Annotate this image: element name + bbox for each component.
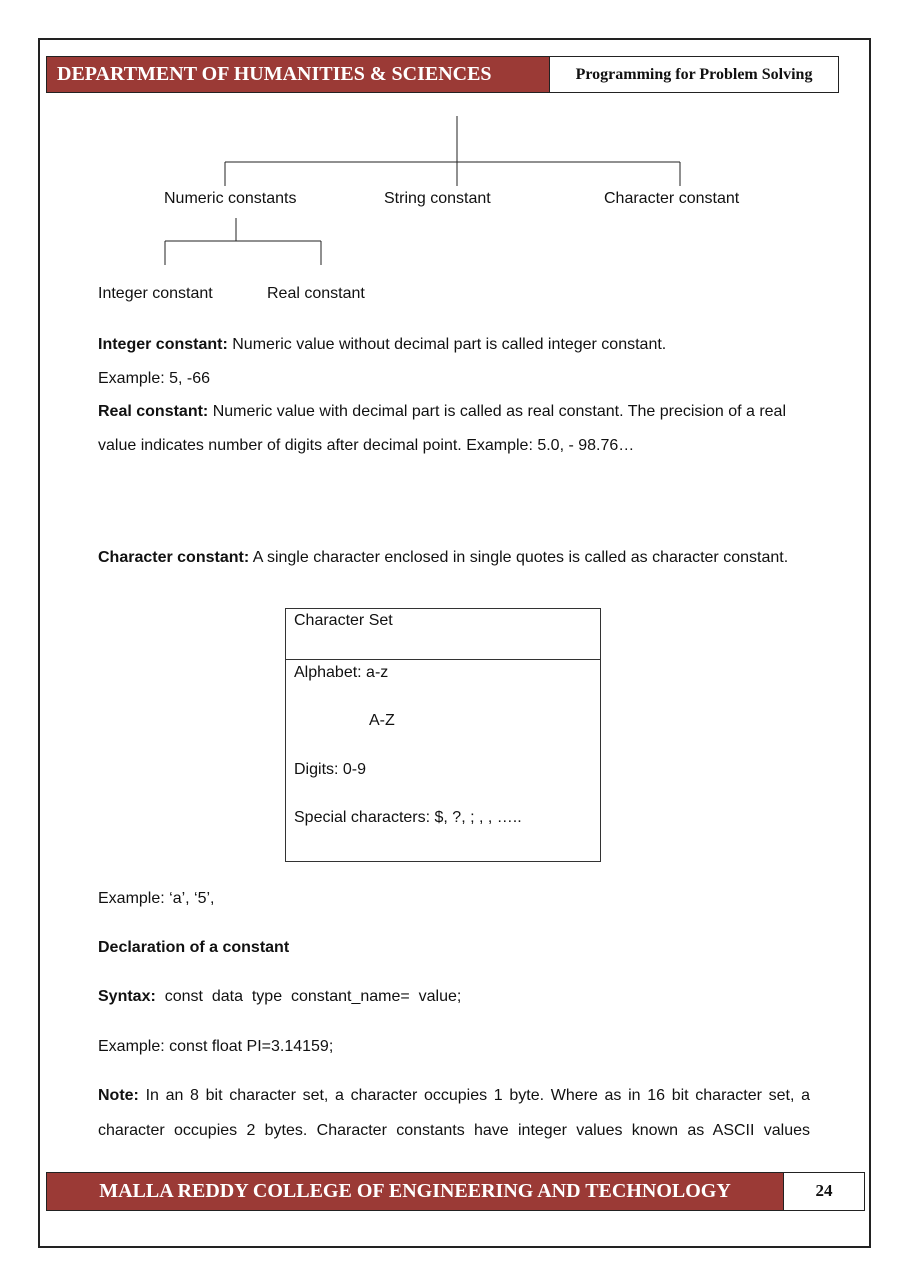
page-number: 24 [783,1173,864,1210]
declaration-example: Example: const float PI=3.14159; [98,1038,334,1055]
syntax-text: const data type constant_name= value; [155,988,462,1005]
department-title: DEPARTMENT OF HUMANITIES & SCIENCES [47,57,549,92]
real-definition-text-1: Numeric value with decimal part is called as real constant. The precision of a real [208,403,786,420]
charset-alphabet: Alphabet: a-z [294,664,389,681]
tree-node-integer: Integer constant [98,285,213,302]
note-line-1 [98,1079,810,1113]
charset-special: Special characters: $, ?, ; , , ….. [294,809,522,826]
tree-node-real: Real constant [267,285,365,302]
character-definition [98,541,788,575]
character-example: Example: ‘a’, ‘5’, [98,890,215,907]
syntax-line [98,980,461,1014]
note-label: Note: [98,1087,139,1104]
integer-example: Example: 5, -66 [98,370,211,387]
course-title: Programming for Problem Solving [549,57,838,92]
note-line-2: character occupies 2 bytes. Character constants have integer values known as ASCII values [98,1122,810,1139]
character-definition-label: Character constant: [98,549,250,566]
page-header [46,56,839,93]
real-definition-line-2: value indicates number of digits after decimal point. Example: 5.0, - 98.76… [98,437,635,454]
charset-digits: Digits: 0-9 [294,761,367,778]
tree-node-numeric: Numeric constants [164,190,297,207]
college-name: MALLA REDDY COLLEGE OF ENGINEERING AND TECHNOLOGY [47,1173,783,1210]
real-definition [98,395,786,429]
syntax-label: Syntax: [98,988,156,1005]
character-definition-text: A single character enclosed in single quotes is called as character constant. [249,549,789,566]
integer-definition-text: Numeric value without decimal part is called integer constant. [227,336,667,353]
page-footer [46,1172,865,1211]
tree-node-character: Character constant [604,190,740,207]
declaration-heading-text: Declaration of a constant [98,939,290,956]
note-text-1: In an 8 bit character set, a character occupies 1 byte. Where as in 16 bit character set, a [138,1087,810,1104]
declaration-heading [98,931,289,965]
character-set-box [285,608,601,862]
real-definition-label: Real constant: [98,403,209,420]
character-set-title: Character Set [286,609,600,660]
integer-definition-label: Integer constant: [98,336,228,353]
charset-alphabet-upper: A-Z [369,712,395,729]
integer-definition [98,328,666,362]
tree-node-string: String constant [384,190,491,207]
